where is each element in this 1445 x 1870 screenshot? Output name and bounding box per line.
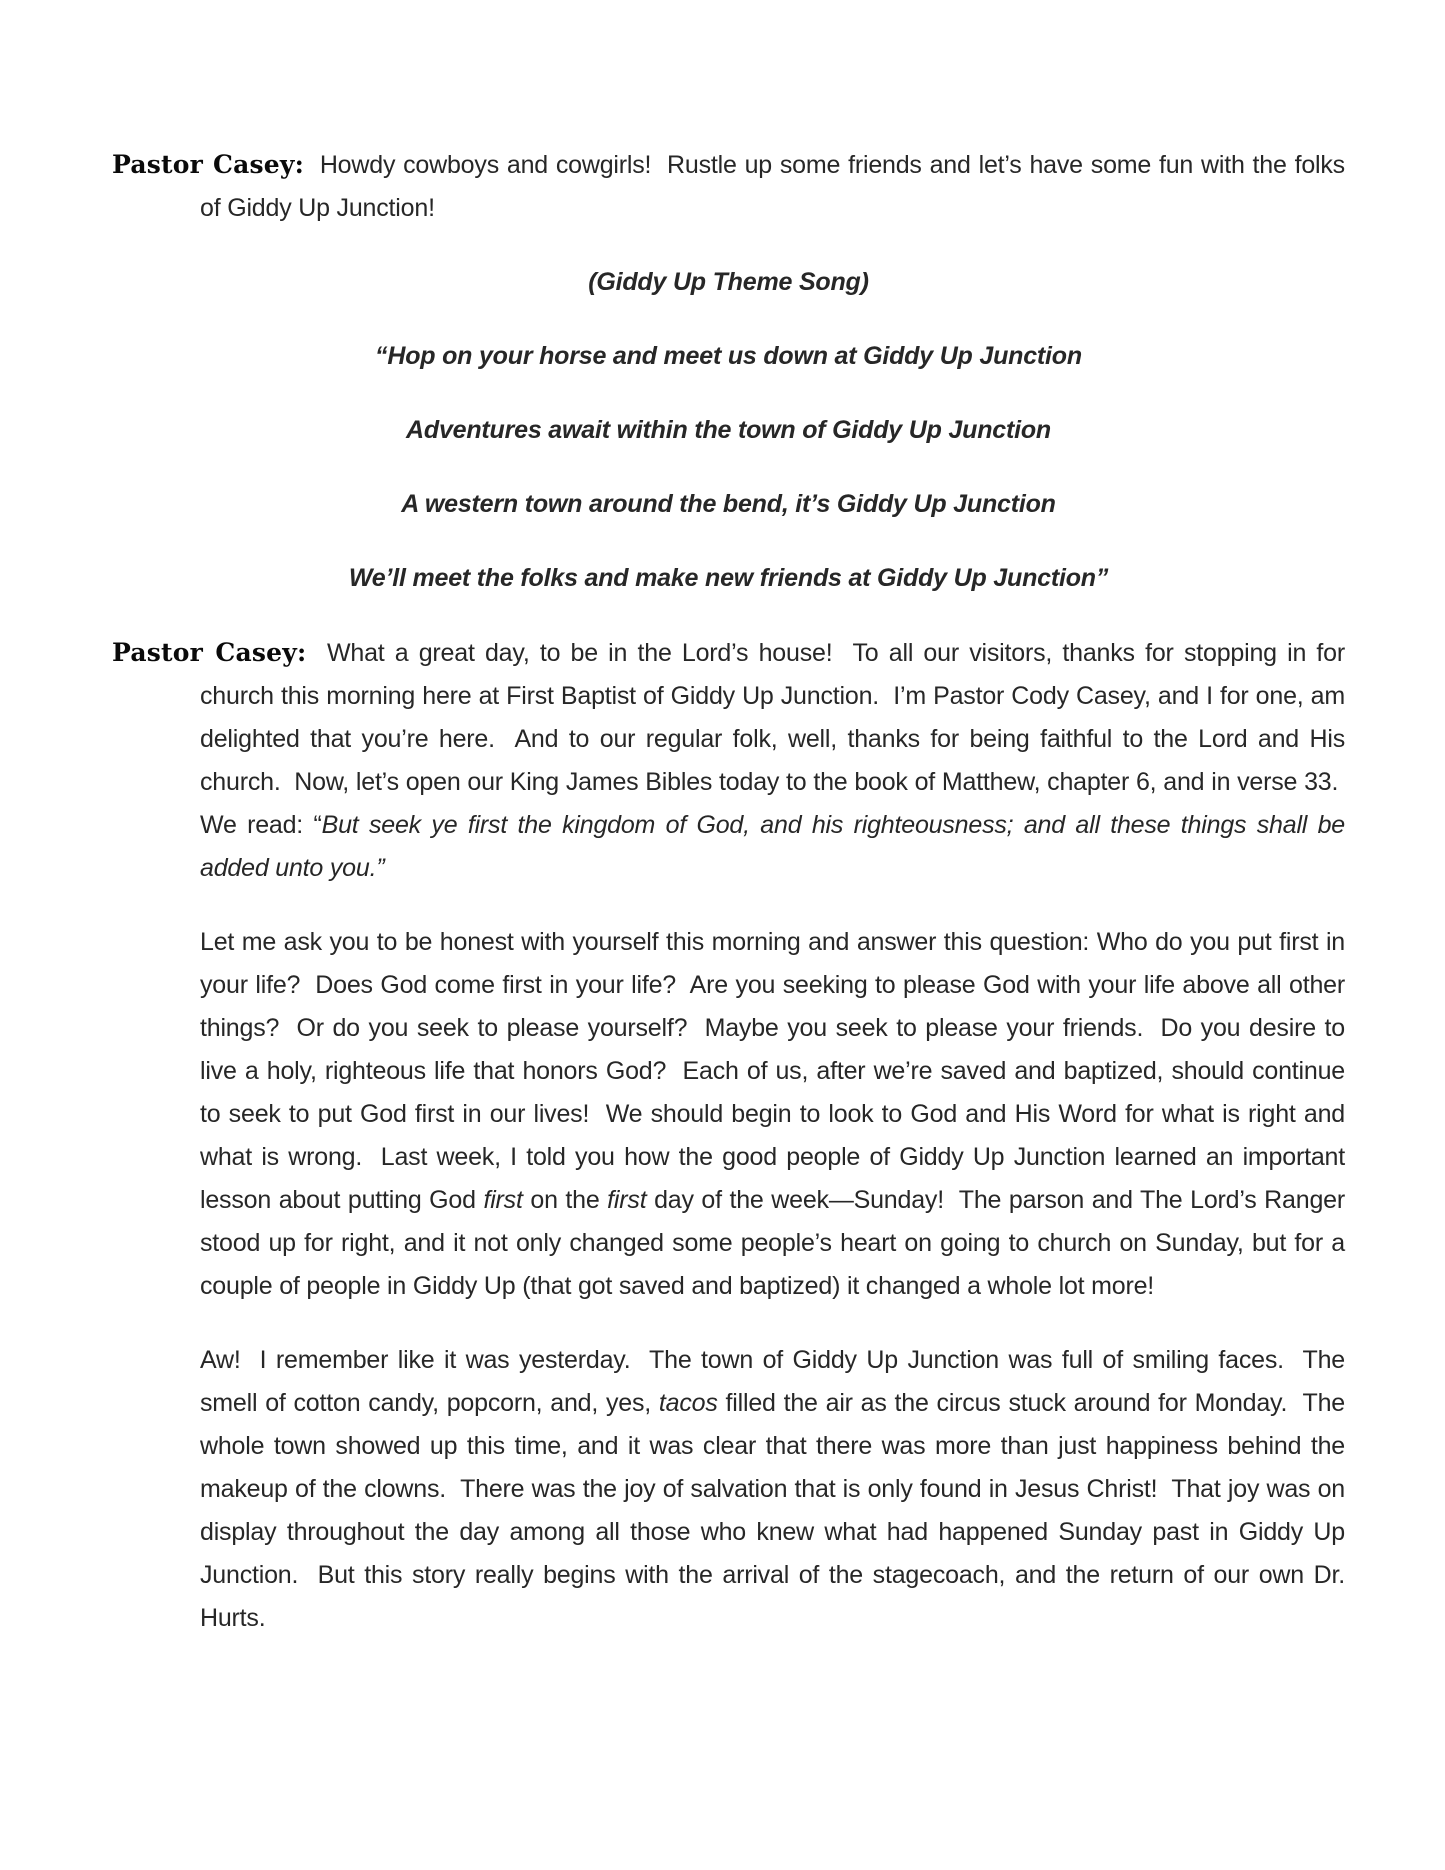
text-run: What a great day, to be in the Lord’s house! To all our visitors, thanks for stopping in for church this morning here at First Baptist of Giddy Up Junction. I’m Pastor Cody Casey, and I for one, am delighted that you’re here. And to our regular folk, well, thanks for being faithful to the Lord and His church. Now, let’s open our King James Bibles today to the book of Matthew, chapter 6, and in verse 33. We read: “ xyxy=(200,639,1346,839)
theme-song-line xyxy=(112,557,1345,600)
italic-text-run: But seek ye first the kingdom of God, and his righteousness; and all these things shall be added unto you.” xyxy=(200,811,1345,882)
text-run: A western town around the bend, it’s Giddy Up Junction xyxy=(401,490,1056,518)
dialogue-paragraph xyxy=(112,631,1345,890)
text-run: (Giddy Up Theme Song) xyxy=(588,268,869,296)
text-run: filled the air as the circus stuck around for Monday. The whole town showed up this time, and it was clear that there was more than just happiness behind the makeup of the clowns. There was the joy of salvation that is only found in Jesus Christ! That joy was on display throughout the day among all those who knew what had happened Sunday past in Giddy Up Junction. But this story really begins with the arrival of the stagecoach, and the return of our own Dr. Hurts. xyxy=(200,1389,1345,1632)
text-run: “Hop on your horse and meet us down at Giddy Up Junction xyxy=(375,342,1082,370)
dialogue-paragraph xyxy=(112,143,1345,230)
theme-song-line xyxy=(112,261,1345,304)
italic-text-run: first xyxy=(483,1186,523,1214)
narration-paragraph xyxy=(200,1339,1345,1640)
text-run: Howdy cowboys and cowgirls! Rustle up some friends and let’s have some fun with the folks of Giddy Up Junction! xyxy=(200,151,1345,222)
speaker-label: Pastor Casey: xyxy=(112,638,307,667)
theme-song-line xyxy=(112,483,1345,526)
italic-text-run: first xyxy=(607,1186,647,1214)
text-run: day of the week—Sunday! The parson and The Lord’s Ranger stood up for right, and it not only changed some people’s heart on going to church on Sunday, but for a couple of people in Giddy Up (that got saved and baptized) it changed a whole lot more! xyxy=(200,1186,1345,1300)
text-run: We’ll meet the folks and make new friends at Giddy Up Junction” xyxy=(348,564,1109,592)
text-run: Aw! I remember like it was yesterday. The town of Giddy Up Junction was full of smiling faces. The smell of cotton candy, popcorn, and, yes, xyxy=(200,1346,1345,1417)
text-run: Adventures await within the town of Giddy Up Junction xyxy=(406,416,1051,444)
italic-text-run: tacos xyxy=(658,1389,718,1417)
speaker-label: Pastor Casey: xyxy=(112,150,305,179)
text-run: on the xyxy=(522,1186,608,1214)
text-run: Let me ask you to be honest with yourself this morning and answer this question: Who do you put first in your life? Does God come first in your life? Are you seeking to please God with your life above all other things? Or do you seek to please yourself? Maybe you seek to please your friends. Do you desire to live a holy, righteous life that honors God? Each of us, after we’re saved and baptized, should continue to seek to put God first in our lives! We should begin to look to God and His Word for what is right and what is wrong. Last week, I told you how the good people of Giddy Up Junction learned an important lesson about putting God xyxy=(200,928,1345,1214)
narration-paragraph xyxy=(200,921,1345,1308)
theme-song-line xyxy=(112,335,1345,378)
theme-song-line xyxy=(112,409,1345,452)
